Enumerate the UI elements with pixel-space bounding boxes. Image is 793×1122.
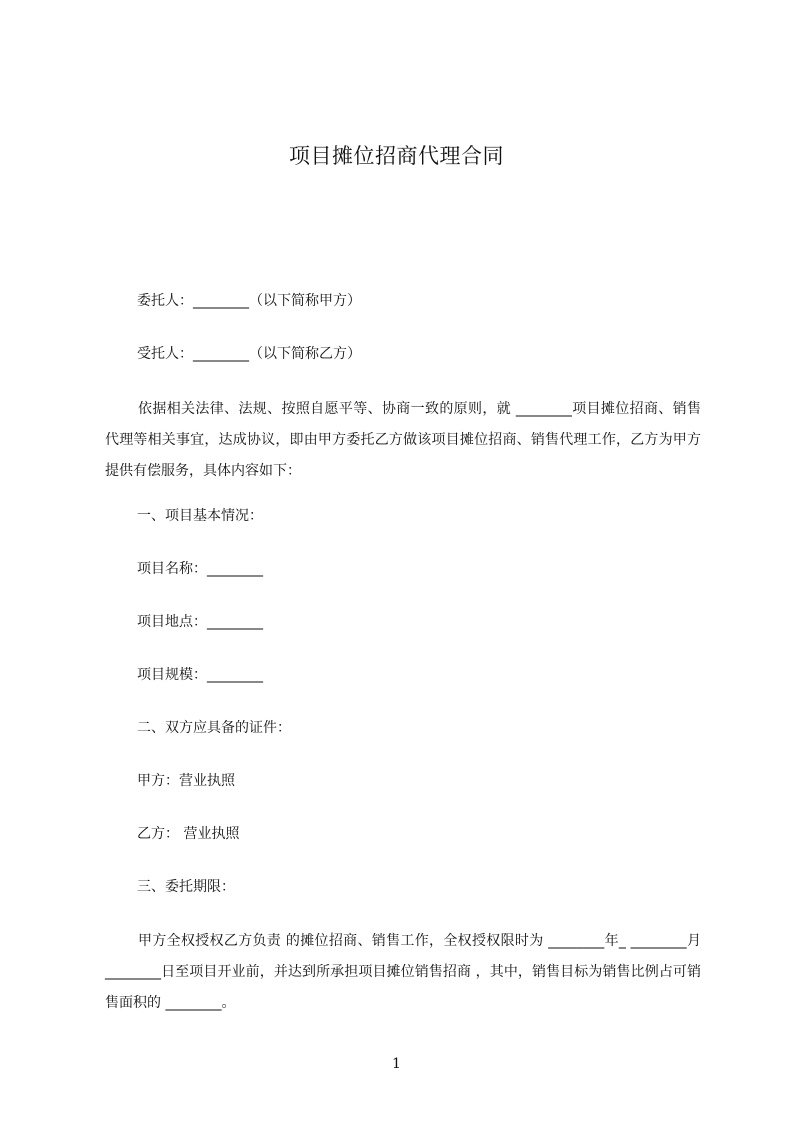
section3-paragraph: 甲方全权授权乙方负责 的摊位招商、销售工作，全权授权限时为 ________年_ ________月________日至项目开业前，并达到所承担项目摊位销售招商 ，其中，销售目标为销售比例占可销售面积的 ________。	[105, 933, 701, 1011]
section3-heading: 三、委托期限：	[137, 879, 235, 895]
party-a-license: 甲方：营业执照	[137, 773, 235, 789]
party-b-license: 乙方： 营业执照	[137, 826, 240, 842]
agent-line: 受托人：________（以下简称乙方）	[137, 346, 361, 362]
page-number: 1	[392, 1056, 401, 1072]
intro-paragraph: 依据相关法律、法规、按照自愿平等、协商一致的原则，就 ________项目摊位招商、销售代理等相关事宜，达成协议，即由甲方委托乙方做该项目摊位招商、销售代理工作，乙方为甲方提供有偿服务，具体内容如下：	[105, 401, 701, 479]
section2-heading: 二、双方应具备的证件：	[137, 720, 291, 736]
document-title: 项目摊位招商代理合同	[289, 144, 504, 168]
project-location-line: 项目地点：________	[137, 614, 263, 630]
principal-line: 委托人：________（以下简称甲方）	[137, 293, 361, 309]
project-scale-line: 项目规模：________	[137, 667, 263, 683]
project-name-line: 项目名称：________	[137, 561, 263, 577]
section1-heading: 一、项目基本情况：	[137, 508, 263, 524]
